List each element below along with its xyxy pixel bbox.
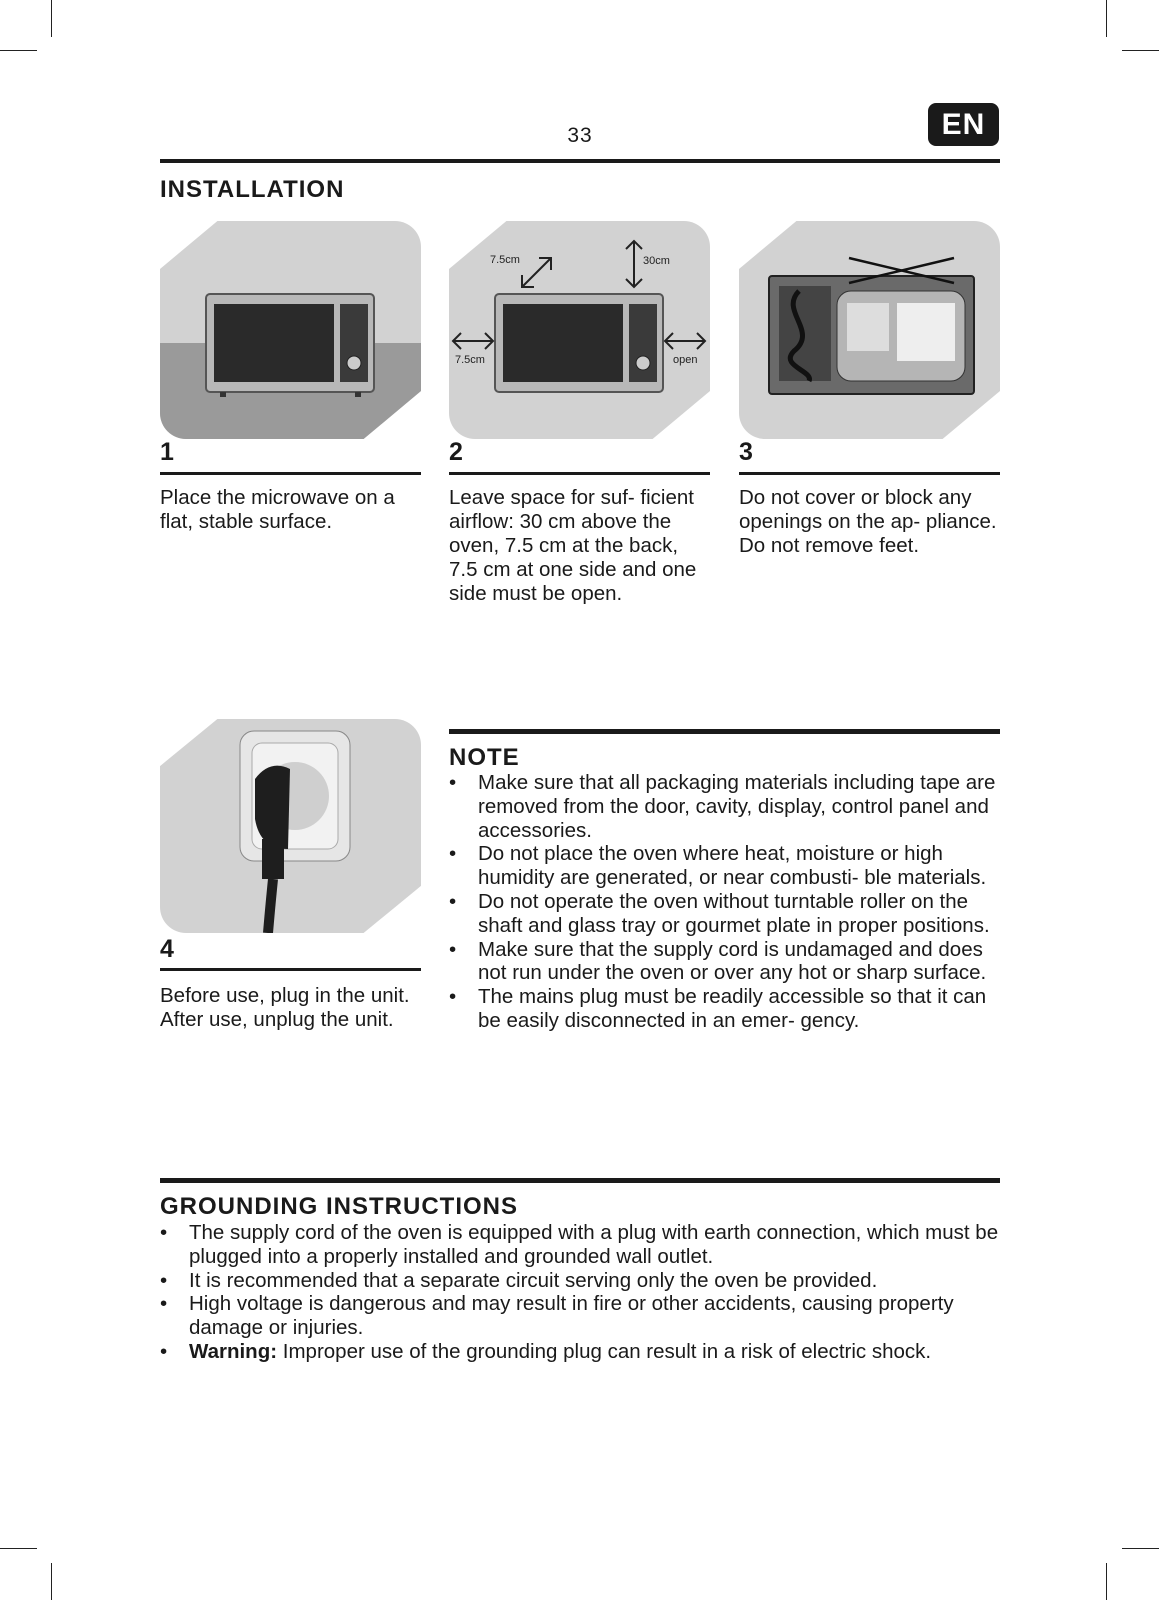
label-open-side: open	[673, 354, 698, 366]
grounding-warning-item	[160, 1340, 1005, 1364]
crop-mark	[0, 50, 37, 51]
note-item: • Do not operate the oven without turntable roller on the shaft and glass tray or gourmet plate in proper positions.	[449, 890, 1005, 938]
crop-mark	[51, 1563, 52, 1600]
warning-label: Warning:	[189, 1339, 278, 1363]
crop-mark	[0, 1548, 37, 1549]
step-3-number: 3	[739, 438, 753, 466]
step-2-text: Leave space for suf- ficient airflow: 30 cm above the oven, 7.5 cm at the back, 7.5 cm at one side and one side must be open.	[449, 486, 697, 605]
header-rule	[160, 159, 1000, 163]
note-item: • Make sure that all packaging materials including tape are removed from the door, cavity, display, control panel and accessories.	[449, 771, 1005, 842]
grounding-item: • High voltage is dangerous and may result in fire or other accidents, causing property damage or injuries.	[160, 1292, 1005, 1340]
grounding-title: GROUNDING INSTRUCTIONS	[160, 1193, 518, 1220]
language-badge: EN	[928, 103, 999, 146]
step-3-rule	[739, 472, 1000, 475]
grounding-item: • The supply cord of the oven is equipped with a plug with earth connection, which must be plugged into a properly installed and grounded wall outlet.	[160, 1221, 1005, 1269]
label-back-clearance: 7.5cm	[490, 254, 520, 266]
step-1-number: 1	[160, 438, 174, 466]
note-title: NOTE	[449, 744, 520, 771]
warning-text: Improper use of the grounding plug can result in a risk of electric shock.	[282, 1339, 932, 1363]
step-1-rule	[160, 472, 421, 475]
step-4-rule	[160, 968, 421, 971]
page-number: 33	[567, 124, 593, 147]
label-top-clearance: 30cm	[643, 255, 670, 267]
grounding-list	[160, 1221, 1005, 1364]
grounding-item: • It is recommended that a separate circuit serving only the oven be provided.	[160, 1269, 1005, 1293]
crop-mark	[1122, 1548, 1159, 1549]
step-2-rule	[449, 472, 710, 475]
crop-mark	[1106, 1563, 1107, 1600]
installation-title: INSTALLATION	[160, 176, 345, 203]
crop-mark	[1122, 50, 1159, 51]
note-item: • Do not place the oven where heat, moisture or high humidity are generated, or near combusti- ble materials.	[449, 842, 1005, 890]
step-3-text: Do not cover or block any openings on the ap- pliance. Do not remove feet.	[739, 486, 997, 557]
note-item: • Make sure that the supply cord is undamaged and does not run under the oven or over any hot or sharp surface.	[449, 938, 1005, 986]
figure-plug-in-socket	[160, 719, 421, 933]
grounding-rule	[160, 1178, 1000, 1183]
figure-microwave-on-surface	[160, 221, 421, 439]
crop-mark	[51, 0, 52, 37]
note-item: • The mains plug must be readily accessible so that it can be easily disconnected in an emer- gency.	[449, 985, 1005, 1033]
figure-airflow-clearance	[449, 221, 710, 439]
crop-mark	[1106, 0, 1107, 37]
note-rule	[449, 729, 1000, 734]
step-4-number: 4	[160, 935, 174, 963]
step-1-text: Place the microwave on a flat, stable surface.	[160, 486, 395, 533]
step-4-text: Before use, plug in the unit. After use, unplug the unit.	[160, 984, 410, 1031]
label-side-clearance: 7.5cm	[455, 354, 485, 366]
step-2-number: 2	[449, 438, 463, 466]
figure-microwave-back	[739, 221, 1000, 439]
note-list	[449, 771, 1005, 1033]
